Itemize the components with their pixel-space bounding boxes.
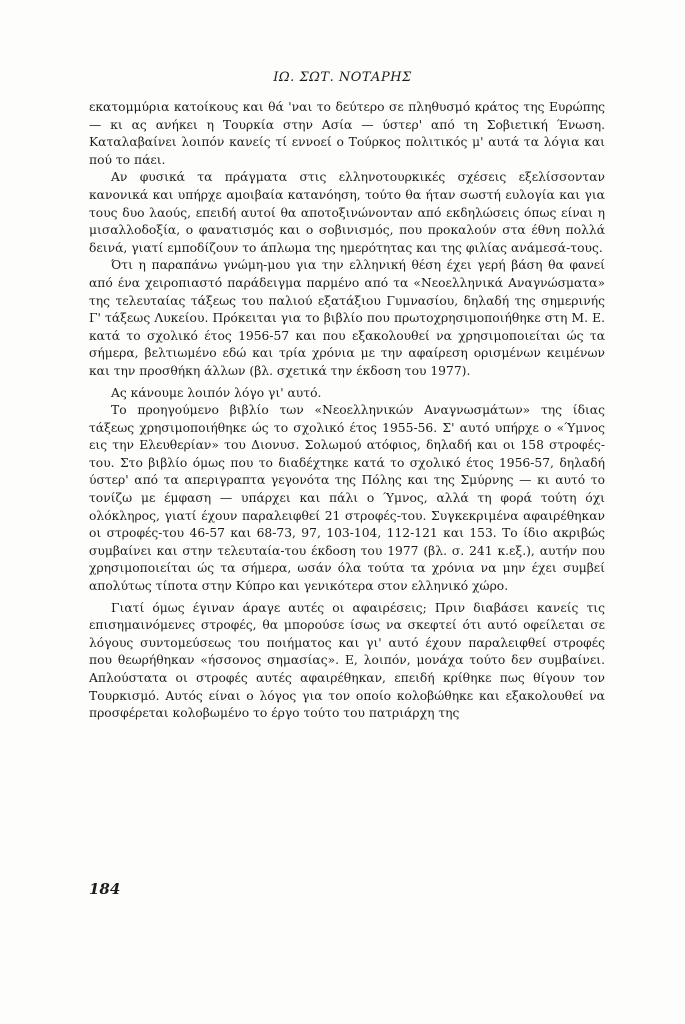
paragraph: Αν φυσικά τα πράγματα στις ελληνοτουρκικές σχέσεις εξελίσσονταν κανονικά και υπήρχε αμοιβαία κατανόηση, τούτο θα ήταν σωστή ευλογία και για τους δυο λαούς, επειδή αυτοί θα αποτοξινώνονταν από εκδηλώσεις όπως είναι η μισαλλοδοξία, ο φανατισμός και ο σοβινισμός, που προκαλούν στα έθνη πολλά δεινά, γιατί εμποδίζουν το άπλωμα της ημερότητας και της φιλίας ανάμεσά-τους. <box>89 170 605 255</box>
paragraph: Το προηγούμενο βιβλίο των «Νεοελληνικών Αναγνωσμάτων» της ίδιας τάξεως χρησιμοποιήθηκε ώς το σχολικό έτος 1955-56. Σ' αυτό υπήρχε ο «Ύμνος εις την Ελευθερίαν» του Διονυσ. Σολωμού ατόφιος, δηλαδή και οι 158 στροφές-του. Στο βιβλίο όμως που το διαδέχτηκε κατά το σχολικό έτος 1956-57, δηλαδή ύστερ' από τα απεριγραπτα γεγονότα της Πόλης και της Σμύρνης — κι αυτό το τονίζω με έμφαση — υπάρχει και πάλι ο Ύμνος, αλλά τη φορά τούτη όχι ολόκληρος, γιατί έχουν παραλειφθεί 21 στροφές-του. Συγκεκριμένα αφαιρέθηκαν οι στροφές-του 46-57 και 68-73, 97, 103-104, 112-121 και 153. Το ίδιο ακριβώς συμβαίνει και στην τελευταία-του έκδοση του 1977 (βλ. σ. 241 κ.εξ.), αυτήν που χρησιμοποιείται ώς τα σήμερα, ωσάν όλα τούτα τα χρόνια να μην έχει συμβεί απολύτως τίποτα στην Κύπρο και γενικότερα στον ελληνικό χώρο. <box>89 403 605 594</box>
paragraph: Ότι η παραπάνω γνώμη-μου για την ελληνική θέση έχει γερή βάση θα φανεί από ένα χειροπιαστό παράδειγμα παρμένο από τα «Νεοελληνικά Αναγνώσματα» της τελευταίας τάξεως του παλιού εξατάξιου Γυμνασίου, δηλαδή της σημερινής Γ' τάξεως Λυκείου. Πρόκειται για το βιβλίο που πρωτοχρησιμοποιήθηκε στη Μ. Ε. κατά το σχολικό έτος 1956-57 και που εξακολουθεί να χρησιμοποιείται ώς τα σήμερα, βελτιωμένο εδώ και τρία χρόνια με την αφαίρεση ορισμένων κειμένων και την προσθήκη άλλων (βλ. σχετικά την έκδοση του 1977). <box>89 258 605 378</box>
paragraph-continuation: εκατομμύρια κατοίκους και θά 'ναι το δεύτερο σε πληθυσμό κράτος της Ευρώπης — κι ας ανήκει η Τουρκία στην Ασία — ύστερ' από τη Σοβιετική Ένωση. Καταλαβαίνει λοιπόν κανείς τί εννοεί ο Τούρκος πολιτικός μ' αυτά τα λόγια και πού το πάει. <box>89 100 605 167</box>
running-header: ΙΩ. ΣΩΤ. ΝΟΤΑΡΗΣ <box>273 70 412 85</box>
page-number: 184 <box>89 880 121 898</box>
paragraph: Ας κάνουμε λοιπόν λόγο γι' αυτό. <box>111 385 322 400</box>
body-text <box>89 99 605 723</box>
paragraph: Γιατί όμως έγιναν άραγε αυτές οι αφαιρέσεις; Πριν διαβάσει κανείς τις επισημαινόμενες στροφές, θα μπορούσε ίσως να σκεφτεί ότι αυτό οφείλεται σε λόγους συντομεύσεως του ποιήματος και γι' αυτό έχουν παραλειφθεί στροφές που θεωρήθηκαν «ήσσονος σημασίας». Ε, λοιπόν, μονάχα τούτο δεν συμβαίνει. Απλούστατα οι στροφές αυτές αφαιρέθηκαν, επειδή κρίθηκε πως θίγουν τον Τουρκισμό. Αυτός είναι ο λόγος για τον οποίο κολοβώθηκε και εξακολουθεί να προσφέρεται κολοβωμένο το έργο τούτο του πατριάρχη της <box>89 600 605 721</box>
